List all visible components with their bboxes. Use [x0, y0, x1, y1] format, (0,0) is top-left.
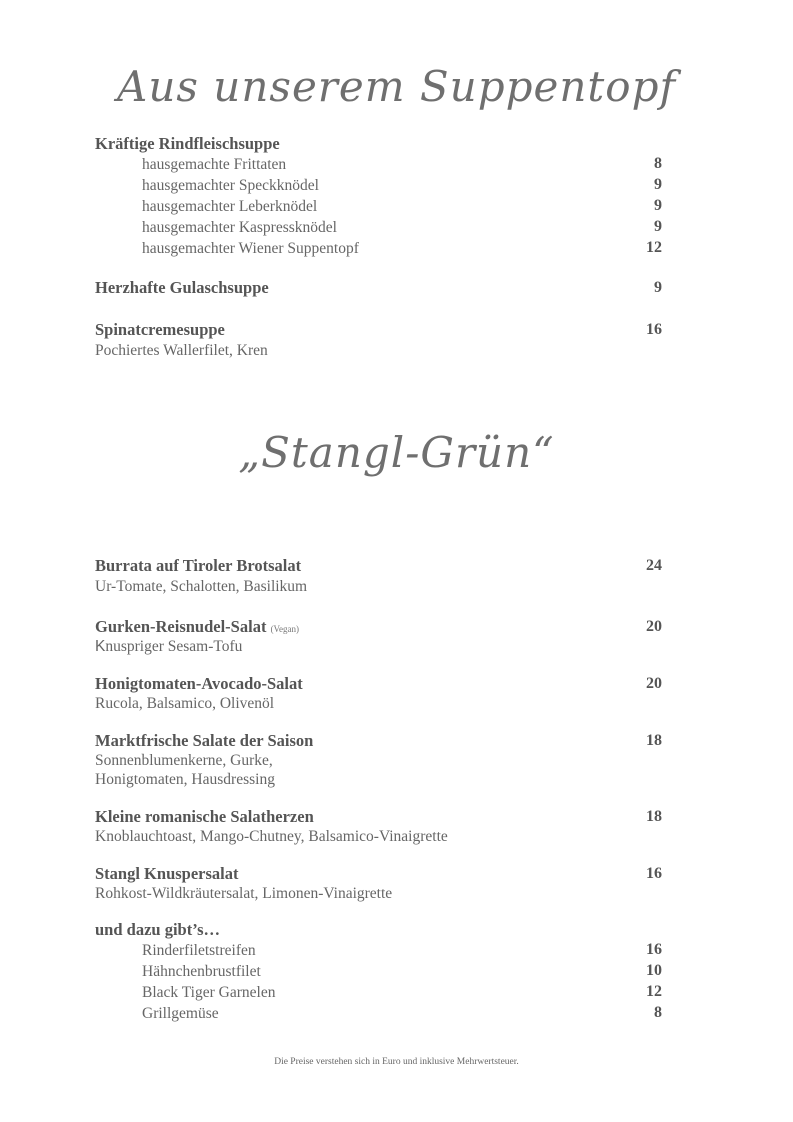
addon-label: Grillgemüse	[142, 1005, 219, 1022]
dish-desc-burrata: Ur-Tomate, Schalotten, Basilikum	[95, 578, 308, 595]
dish-name-gulaschsuppe: Herzhafte Gulaschsuppe	[95, 278, 269, 297]
suppe-option-label: hausgemachter Leberknödel	[142, 198, 318, 215]
desc-rest: nuspriger Sesam-Tofu	[105, 638, 243, 655]
dish-desc-gurken-reisnudel	[95, 638, 242, 656]
suppe-option-price: 9	[654, 197, 662, 214]
dish-price-gulaschsuppe: 9	[654, 279, 662, 296]
dish-price-honigtomaten: 20	[646, 675, 662, 692]
section-title-salate: „Stangl-Grün“	[238, 428, 555, 477]
vegan-note: (Vegan)	[270, 624, 300, 634]
dish-desc-marktfrische-line2: Honigtomaten, Hausdressing	[95, 771, 275, 788]
desc-initial: K	[95, 638, 106, 655]
suppe-option-price: 8	[654, 155, 662, 172]
dish-desc-marktfrische-line1: Sonnenblumenkerne, Gurke,	[95, 752, 273, 769]
dish-name-knuspersalat: Stangl Knuspersalat	[95, 864, 239, 883]
dish-name-marktfrische: Marktfrische Salate der Saison	[95, 731, 314, 750]
addon-price: 16	[646, 941, 662, 958]
dish-price-romanische: 18	[646, 808, 662, 825]
addon-label: Rinderfiletstreifen	[142, 942, 256, 959]
addon-price: 12	[646, 983, 662, 1000]
addon-label: Black Tiger Garnelen	[142, 984, 276, 1001]
dish-price-knuspersalat: 16	[646, 865, 662, 882]
suppe-option-price: 9	[654, 218, 662, 235]
addon-price: 10	[646, 962, 662, 979]
price-footnote: Die Preise verstehen sich in Euro und inklusive Mehrwertsteuer.	[274, 1057, 519, 1067]
dish-desc-romanische: Knoblauchtoast, Mango-Chutney, Balsamico-Vinaigrette	[95, 828, 448, 845]
dish-price-burrata: 24	[646, 557, 662, 574]
suppe-option-price: 12	[646, 239, 662, 256]
dish-price-gurken-reisnudel: 20	[646, 618, 662, 635]
suppe-option-label: hausgemachter Speckknödel	[142, 177, 319, 194]
section-title-suppen: Aus unserem Suppentopf	[117, 62, 676, 111]
suppe-option-label: hausgemachter Kaspressknödel	[142, 219, 337, 236]
dish-price-marktfrische: 18	[646, 732, 662, 749]
dish-name-gurken-reisnudel	[95, 617, 299, 637]
dish-desc-knuspersalat: Rohkost-Wildkräutersalat, Limonen-Vinaigrette	[95, 885, 393, 902]
dish-desc-honigtomaten: Rucola, Balsamico, Olivenöl	[95, 695, 275, 712]
addon-price: 8	[654, 1004, 662, 1021]
dish-name-romanische: Kleine romanische Salatherzen	[95, 807, 314, 826]
dish-name-honigtomaten: Honigtomaten-Avocado-Salat	[95, 674, 303, 693]
dish-name-rindfleischsuppe: Kräftige Rindfleischsuppe	[95, 134, 280, 153]
dish-name-burrata: Burrata auf Tiroler Brotsalat	[95, 556, 302, 575]
dish-name-spinatcremesuppe: Spinatcremesuppe	[95, 320, 225, 339]
suppe-option-label: hausgemachter Wiener Suppentopf	[142, 240, 359, 257]
dish-desc-spinatcremesuppe: Pochiertes Wallerfilet, Kren	[95, 342, 268, 359]
dish-name-gurken-text: Gurken-Reisnudel-Salat	[95, 617, 267, 636]
dish-price-spinatcremesuppe: 16	[646, 321, 662, 338]
addon-label: Hähnchenbrustfilet	[142, 963, 261, 980]
addon-heading: und dazu gibt’s…	[95, 920, 221, 939]
suppe-option-price: 9	[654, 176, 662, 193]
suppe-option-label: hausgemachte Frittaten	[142, 156, 287, 173]
